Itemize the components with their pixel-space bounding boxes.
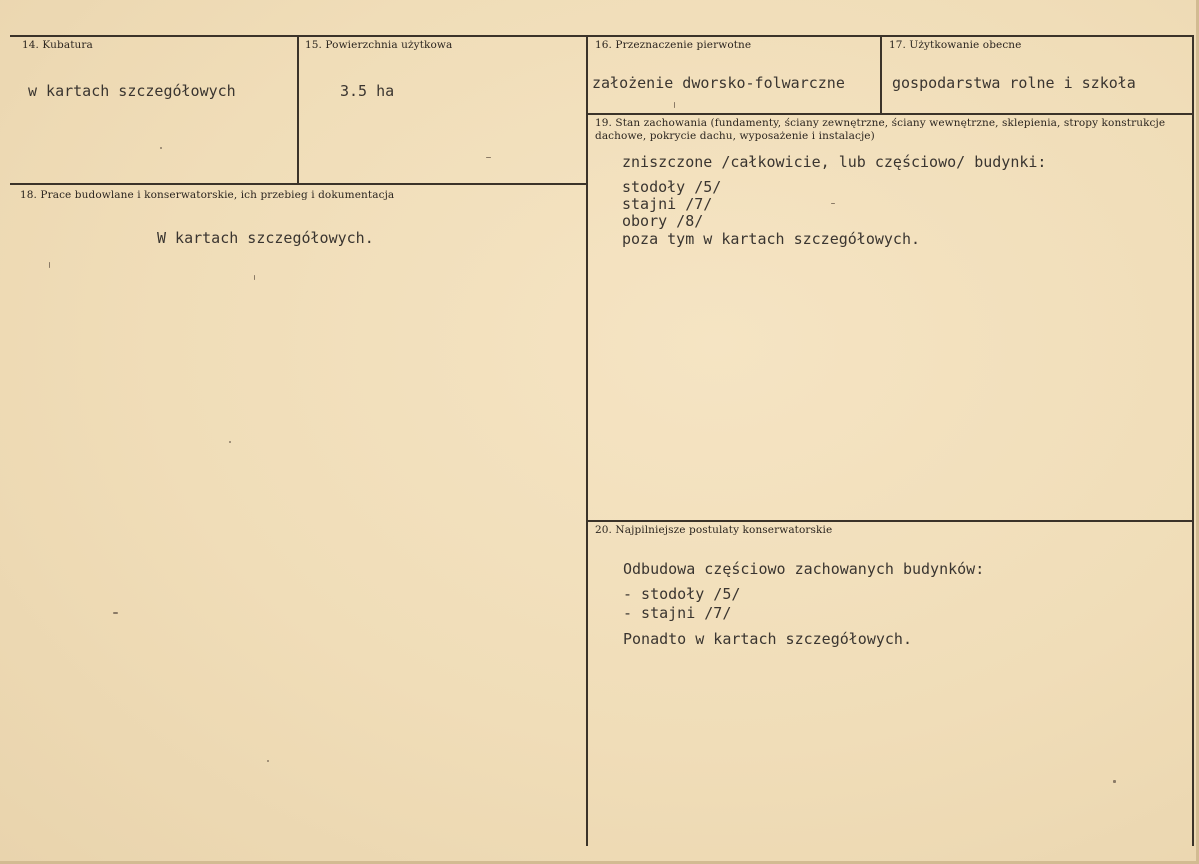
field-15-label: 15. Powierzchnia użytkowa [305, 39, 453, 51]
field-17-value: gospodarstwa rolne i szkoła [892, 74, 1136, 92]
paper-speck [831, 203, 835, 204]
divider-14-15 [297, 36, 299, 184]
field-18-value: W kartach szczegółowych. [157, 229, 374, 247]
field-20-line-2: - stodoły /5/ [623, 585, 741, 603]
field-19-line-1: zniszczone /całkowicie, lub częściowo/ budynki: [622, 153, 1047, 171]
field-18-label: 18. Prace budowlane i konserwatorskie, ich przebieg i dokumentacja [20, 189, 395, 201]
paper-speck [254, 275, 255, 280]
field-14-label: 14. Kubatura [22, 39, 93, 51]
field-20-line-4: Ponadto w kartach szczegółowych. [623, 630, 912, 648]
divider-right-upper [587, 113, 1194, 115]
field-20-line-1: Odbudowa częściowo zachowanych budynków: [623, 560, 985, 578]
field-20-line-3: - stajni /7/ [623, 604, 732, 622]
paper-speck [160, 147, 162, 149]
paper-speck [674, 102, 675, 108]
field-19-line-2: stodoły /5/ [622, 178, 722, 196]
paper-speck [113, 612, 118, 614]
divider-left-horizontal [10, 183, 587, 185]
right-border-line [1192, 36, 1194, 846]
field-16-label: 16. Przeznaczenie pierwotne [595, 39, 752, 51]
field-15-value: 3.5 ha [340, 82, 395, 100]
divider-right-lower [587, 520, 1194, 522]
field-17-label: 17. Użytkowanie obecne [889, 39, 1022, 51]
field-19-line-5: poza tym w kartach szczegółowych. [622, 230, 921, 248]
paper-speck [486, 157, 491, 158]
paper-speck [267, 760, 269, 762]
field-20-label: 20. Najpilniejsze postulaty konserwatorskie [595, 524, 833, 536]
paper-speck [49, 262, 50, 268]
field-19-label: 19. Stan zachowania (fundamenty, ściany zewnętrzne, ściany wewnętrzne, sklepienia, stropy konstrukcje dachowe, pokrycie dachu, wyposażenie i instalacje) [595, 117, 1166, 142]
paper-speck [1113, 780, 1116, 783]
field-19-line-4: obory /8/ [622, 212, 704, 230]
field-16-value: założenie dworsko-folwarczne [592, 74, 845, 92]
paper-speck [229, 441, 231, 443]
field-14-value: w kartach szczegółowych [28, 82, 236, 100]
top-border-line [10, 35, 1194, 37]
field-19-line-3: stajni /7/ [622, 195, 713, 213]
divider-16-17 [880, 36, 882, 114]
center-vertical-line [586, 36, 588, 846]
